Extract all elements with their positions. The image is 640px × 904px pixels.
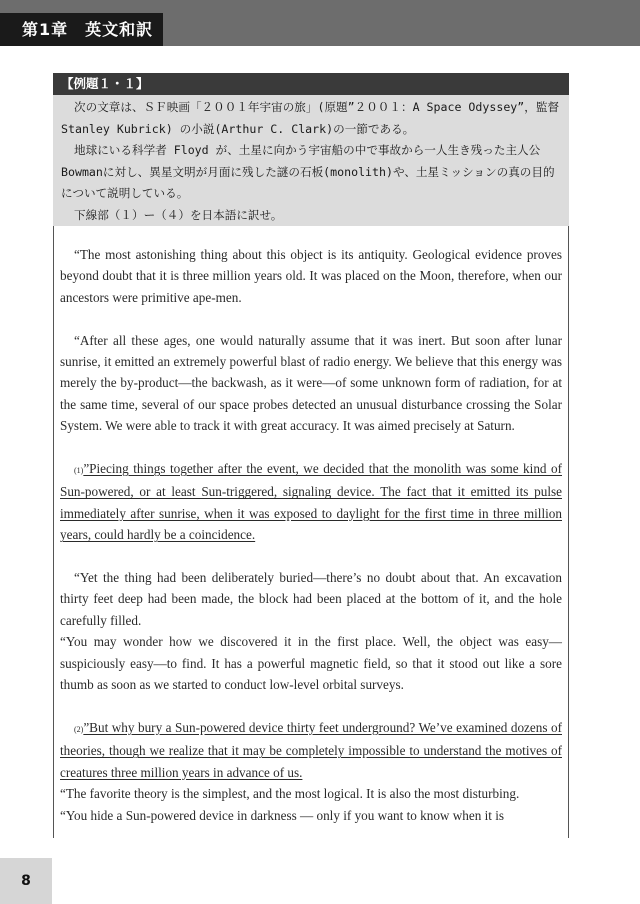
instruction-line: 次の文章は、ＳＦ映画「２００１年宇宙の旅」(原題”２００１：A Space Odyssey”，監督Stanley Kubrick) の小説(Arthur C. Clark)の一節である。 (61, 100, 560, 136)
chapter-title: 第1章 英文和訳 (0, 13, 163, 46)
underlined-text: ”But why bury a Sun-powered device thirty feet underground? We’ve examined dozens of theories, though we realize that it may be completely impossible to understand the motives of creatures three million years in advance of us. (60, 719, 562, 780)
example-instructions (53, 95, 569, 226)
paragraph: “You hide a Sun-powered device in darkness — only if you want to know when it is (60, 807, 505, 823)
underlined-paragraph-1 (60, 458, 562, 546)
page-number: 8 (0, 858, 52, 904)
instruction-line: 地球にいる科学者 Floyd が、土星に向かう宇宙船の中で事故から一人生き残った主人公Bowmanに対し、異星文明が月面に残した謎の石板(monolith)や、土星ミッションの真の目的について説明している。 (61, 143, 555, 200)
example-title: 【例題１・１】 (53, 73, 569, 95)
instruction-line: 下線部（１）ー（４）を日本語に訳せ。 (74, 207, 283, 222)
paragraph: “Yet the thing had been deliberately buried—there’s no doubt about that. An excavation thirty feet deep had been made, the block had been placed at the bottom of it, and the hole carefully filled. (60, 570, 562, 628)
paragraph: “The favorite theory is the simplest, and the most logical. It is also the most disturbing. (60, 786, 520, 802)
english-passage (60, 244, 562, 826)
paragraph: “You may wonder how we discovered it in the first place. Well, the object was easy—suspiciously easy—to find. It has a powerful magnetic field, so that it stood out like a sore thumb as soon as we started to conduct low-level orbital surveys. (60, 634, 562, 693)
underlined-text: ”Piecing things together after the event, we decided that the monolith was some kind of Sun-powered, or at least Sun-triggered, signaling device. The fact that it emitted its pulse immediately after sunrise, when it was exposed to daylight for the first time in three million years, could hardly be a coincidence. (60, 461, 562, 543)
underline-number: (1) (74, 466, 84, 476)
underline-number: (2) (74, 724, 84, 734)
paragraph: “After all these ages, one would naturally assume that it was inert. But soon after lunar sunrise, it emitted an extremely powerful blast of radio energy. We believe that this energy was merely the by-product—the backwash, as it were—of some unknown form of radiation, for at the same time, several of our space probes detected an unusual disturbance crossing the Solar System. We were able to track it with great accuracy. It was aimed precisely at Saturn. (60, 332, 562, 434)
paragraph: “The most astonishing thing about this object is its antiquity. Geological evidence proves beyond doubt that it is three million years old. It was placed on the Moon, therefore, when our ancestors were primitive ape-men. (60, 247, 562, 305)
underlined-paragraph-2 (60, 717, 562, 783)
